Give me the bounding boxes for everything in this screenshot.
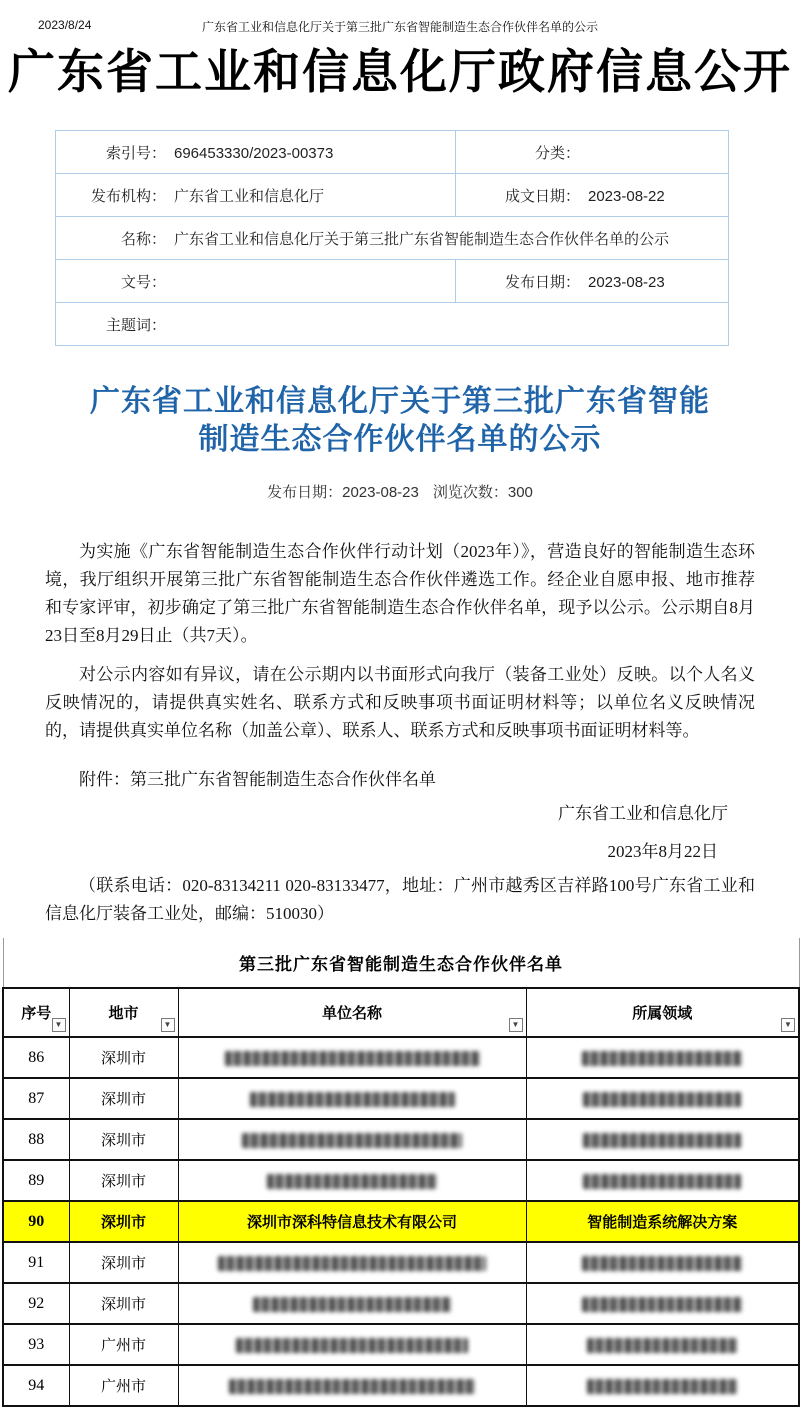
views-value: 300 <box>507 484 533 501</box>
filter-dropdown-button[interactable]: ▼ <box>781 1018 795 1032</box>
article-title-line2: 制造生态合作伙伴名单的公示 <box>198 423 602 456</box>
cell-company-name <box>178 1324 526 1365</box>
index-value: 696453330/2023-00373 <box>174 144 334 162</box>
cell-city: 深圳市 <box>69 1078 178 1119</box>
date-pub-label: 发布日期： <box>504 273 580 291</box>
cell-city: 深圳市 <box>69 1119 178 1160</box>
meta-cell-category <box>456 131 729 174</box>
table-row <box>3 1365 799 1406</box>
redacted-text <box>267 1174 437 1189</box>
date-written-label: 成文日期： <box>504 187 580 205</box>
article-body <box>0 538 800 928</box>
cell-company-name: 深圳市深科特信息技术有限公司 <box>178 1201 526 1242</box>
header-cell-field <box>526 988 799 1037</box>
cell-city: 广州市 <box>69 1365 178 1406</box>
header-company-label: 单位名称 <box>321 1005 382 1022</box>
partner-table-header-row <box>3 988 799 1037</box>
paragraph-2: 对公示内容如有异议，请在公示期内以书面形式向我厅（装备工业处）反映。以个人名义反映情况的，请提供真实姓名、联系方式和反映事项书面证明材料等；以单位名义反映情况的，请提供真实单位名称（加盖公章）、联系人、联系方式和反映事项书面证明材料等。 <box>45 665 755 740</box>
meta-cell-date-written <box>456 174 729 217</box>
cell-company-name <box>178 1078 526 1119</box>
header-field-label: 所属领域 <box>632 1005 693 1022</box>
publish-date-label: 发布日期： <box>267 484 343 501</box>
meta-cell-name <box>56 217 729 260</box>
print-header <box>0 0 800 34</box>
keywords-label: 主题词： <box>105 316 166 334</box>
meta-cell-doc-no <box>56 260 456 303</box>
cell-city: 广州市 <box>69 1324 178 1365</box>
cell-city: 深圳市 <box>69 1242 178 1283</box>
issuer-label: 发布机构： <box>90 187 166 205</box>
page-title: 广东省工业和信息化厅政府信息公开 <box>8 45 792 98</box>
cell-serial-number: 87 <box>3 1078 69 1119</box>
cell-city: 深圳市 <box>69 1283 178 1324</box>
cell-field <box>526 1324 799 1365</box>
name-label: 名称： <box>120 230 166 248</box>
name-value: 广东省工业和信息化厅关于第三批广东省智能制造生态合作伙伴名单的公示 <box>174 230 670 248</box>
print-header-title: 广东省工业和信息化厅关于第三批广东省智能制造生态合作伙伴名单的公示 <box>201 20 598 34</box>
cell-company-name <box>178 1365 526 1406</box>
redacted-text <box>583 1174 741 1189</box>
cell-city: 深圳市 <box>69 1037 178 1078</box>
meta-table <box>55 130 729 346</box>
partner-list-table <box>2 938 800 1407</box>
doc-no-label: 文号： <box>120 273 166 291</box>
meta-cell-keywords <box>56 303 729 346</box>
meta-cell-date-pub <box>456 260 729 303</box>
cell-field <box>526 1283 799 1324</box>
cell-serial-number: 89 <box>3 1160 69 1201</box>
attachment-line: 附件：第三批广东省智能制造生态合作伙伴名单 <box>79 770 436 789</box>
table-row <box>3 1324 799 1365</box>
cell-company-name <box>178 1160 526 1201</box>
cell-serial-number: 92 <box>3 1283 69 1324</box>
print-date: 2023/8/24 <box>38 18 92 32</box>
redacted-text <box>582 1297 742 1312</box>
meta-row-issuer <box>56 174 729 217</box>
meta-row-doc-no <box>56 260 729 303</box>
partner-table-title-row <box>3 938 799 988</box>
article-title-line1: 广东省工业和信息化厅关于第三批广东省智能 <box>90 385 710 418</box>
table-row <box>3 1160 799 1201</box>
table-row-highlighted <box>3 1201 799 1242</box>
redacted-text <box>587 1338 737 1353</box>
redacted-text <box>587 1379 737 1394</box>
filter-dropdown-button[interactable]: ▼ <box>52 1018 66 1032</box>
redacted-text <box>583 1092 741 1107</box>
redacted-text <box>242 1133 462 1148</box>
issuer-value: 广东省工业和信息化厅 <box>174 187 325 205</box>
table-row <box>3 1283 799 1324</box>
table-row <box>3 1037 799 1078</box>
paragraph-1: 为实施《广东省智能制造生态合作伙伴行动计划（2023年）》，营造良好的智能制造生态环境，我厅组织开展第三批广东省智能制造生态合作伙伴遴选工作。经企业自愿申报、地市推荐和专家评审，初步确定了第三批广东省智能制造生态合作伙伴名单，现予以公示。公示期自8月23日至8月29日止（共7天）。 <box>45 542 755 645</box>
date-written-value: 2023-08-22 <box>588 187 665 205</box>
signature-organization: 广东省工业和信息化厅 <box>558 804 728 823</box>
cell-serial-number: 93 <box>3 1324 69 1365</box>
header-no-label: 序号 <box>21 1005 52 1022</box>
publish-date-value: 2023-08-23 <box>342 484 419 501</box>
index-label: 索引号： <box>105 144 166 162</box>
filter-dropdown-button[interactable]: ▼ <box>161 1018 175 1032</box>
cell-company-name <box>178 1242 526 1283</box>
meta-row-index <box>56 131 729 174</box>
filter-dropdown-button[interactable]: ▼ <box>509 1018 523 1032</box>
cell-field <box>526 1078 799 1119</box>
cell-serial-number: 90 <box>3 1201 69 1242</box>
cell-serial-number: 94 <box>3 1365 69 1406</box>
redacted-text <box>582 1256 742 1271</box>
meta-row-keywords <box>56 303 729 346</box>
redacted-text <box>253 1297 451 1312</box>
cell-serial-number: 91 <box>3 1242 69 1283</box>
category-label: 分类： <box>534 144 580 162</box>
redacted-text <box>236 1338 468 1353</box>
cell-city: 深圳市 <box>69 1201 178 1242</box>
meta-cell-index <box>56 131 456 174</box>
header-cell-city <box>69 988 178 1037</box>
meta-row-name <box>56 217 729 260</box>
table-row <box>3 1242 799 1283</box>
redacted-text <box>229 1379 475 1394</box>
redacted-text <box>218 1256 486 1271</box>
header-city-label: 地市 <box>108 1005 139 1022</box>
cell-field <box>526 1119 799 1160</box>
cell-company-name <box>178 1283 526 1324</box>
header-cell-company <box>178 988 526 1037</box>
cell-field <box>526 1037 799 1078</box>
cell-field <box>526 1365 799 1406</box>
cell-serial-number: 86 <box>3 1037 69 1078</box>
signature-date: 2023年8月22日 <box>607 842 718 861</box>
date-pub-value: 2023-08-23 <box>588 273 665 291</box>
publish-info-line <box>0 481 800 502</box>
partner-table-title: 第三批广东省智能制造生态合作伙伴名单 <box>3 938 799 988</box>
meta-cell-issuer <box>56 174 456 217</box>
cell-field: 智能制造系统解决方案 <box>526 1201 799 1242</box>
table-row <box>3 1078 799 1119</box>
cell-field <box>526 1160 799 1201</box>
cell-city: 深圳市 <box>69 1160 178 1201</box>
header-cell-no <box>3 988 69 1037</box>
redacted-text <box>225 1051 480 1066</box>
article-title <box>0 383 800 459</box>
cell-field <box>526 1242 799 1283</box>
table-row <box>3 1119 799 1160</box>
cell-company-name <box>178 1037 526 1078</box>
redacted-text <box>583 1133 741 1148</box>
redacted-text <box>250 1092 455 1107</box>
views-label: 浏览次数： <box>432 484 508 501</box>
redacted-text <box>582 1051 742 1066</box>
cell-company-name <box>178 1119 526 1160</box>
cell-serial-number: 88 <box>3 1119 69 1160</box>
contact-info: （联系电话：020-83134211 020-83133477，地址：广州市越秀区吉祥路100号广东省工业和信息化厅装备工业处，邮编：510030） <box>45 876 755 923</box>
